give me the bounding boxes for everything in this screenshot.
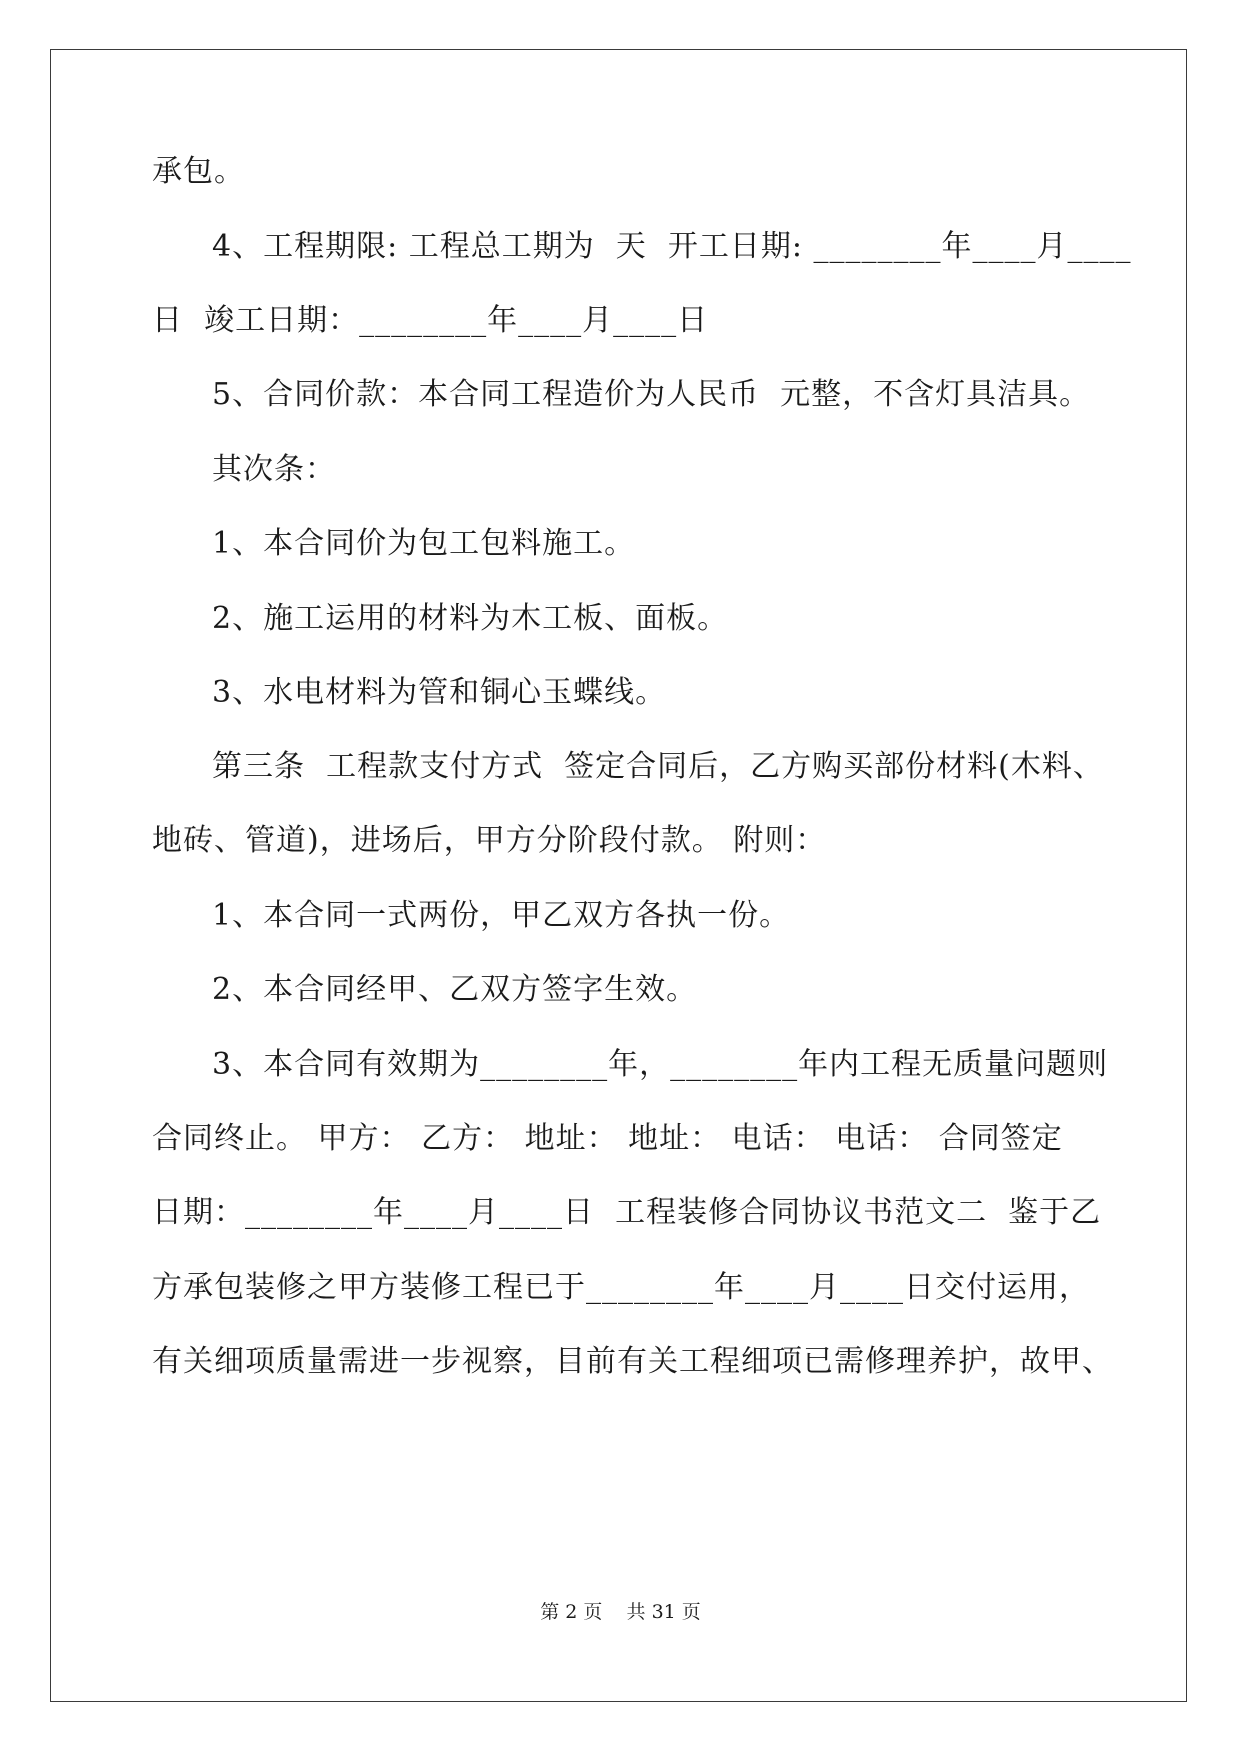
text-line: 地砖、管道)，进场后，甲方分阶段付款。 附则：	[152, 823, 827, 858]
text-line: 3、本合同有效期为________年，________年内工程无质量问题则	[212, 1047, 1109, 1082]
section-heading: 其次条：	[212, 452, 336, 487]
page-border	[50, 49, 1187, 1702]
text-line: 1、本合同价为包工包料施工。	[212, 526, 636, 561]
text-line: 2、本合同经甲、乙双方签字生效。	[212, 972, 698, 1007]
text-line: 3、水电材料为管和铜心玉蝶线。	[212, 675, 667, 710]
page-number-footer: 第 2 页 共 31 页	[540, 1601, 701, 1623]
text-line: 4、工程期限: 工程总工期为 天 开工日期: ________年____月____	[212, 229, 1132, 264]
text-line: 日 竣工日期：________年____月____日	[152, 303, 709, 338]
text-line: 1、本合同一式两份，甲乙双方各执一份。	[212, 898, 791, 933]
text-line: 承包。	[152, 154, 245, 189]
text-line: 2、施工运用的材料为木工板、面板。	[212, 601, 729, 636]
text-line: 日期：________年____月____日 工程装修合同协议书范文二 鉴于乙	[152, 1195, 1102, 1230]
text-line: 有关细项质量需进一步视察，目前有关工程细项已需修理养护，故甲、	[152, 1344, 1113, 1379]
text-line: 5、合同价款：本合同工程造价为人民币 元整，不含灯具洁具。	[212, 377, 1091, 412]
text-line: 合同终止。 甲方： 乙方： 地址： 地址： 电话： 电话： 合同签定	[152, 1121, 1063, 1156]
text-line: 第三条 工程款支付方式 签定合同后，乙方购买部份材料(木料、	[212, 749, 1104, 784]
text-line: 方承包装修之甲方装修工程已于________年____月____日交付运用，	[152, 1270, 1090, 1305]
